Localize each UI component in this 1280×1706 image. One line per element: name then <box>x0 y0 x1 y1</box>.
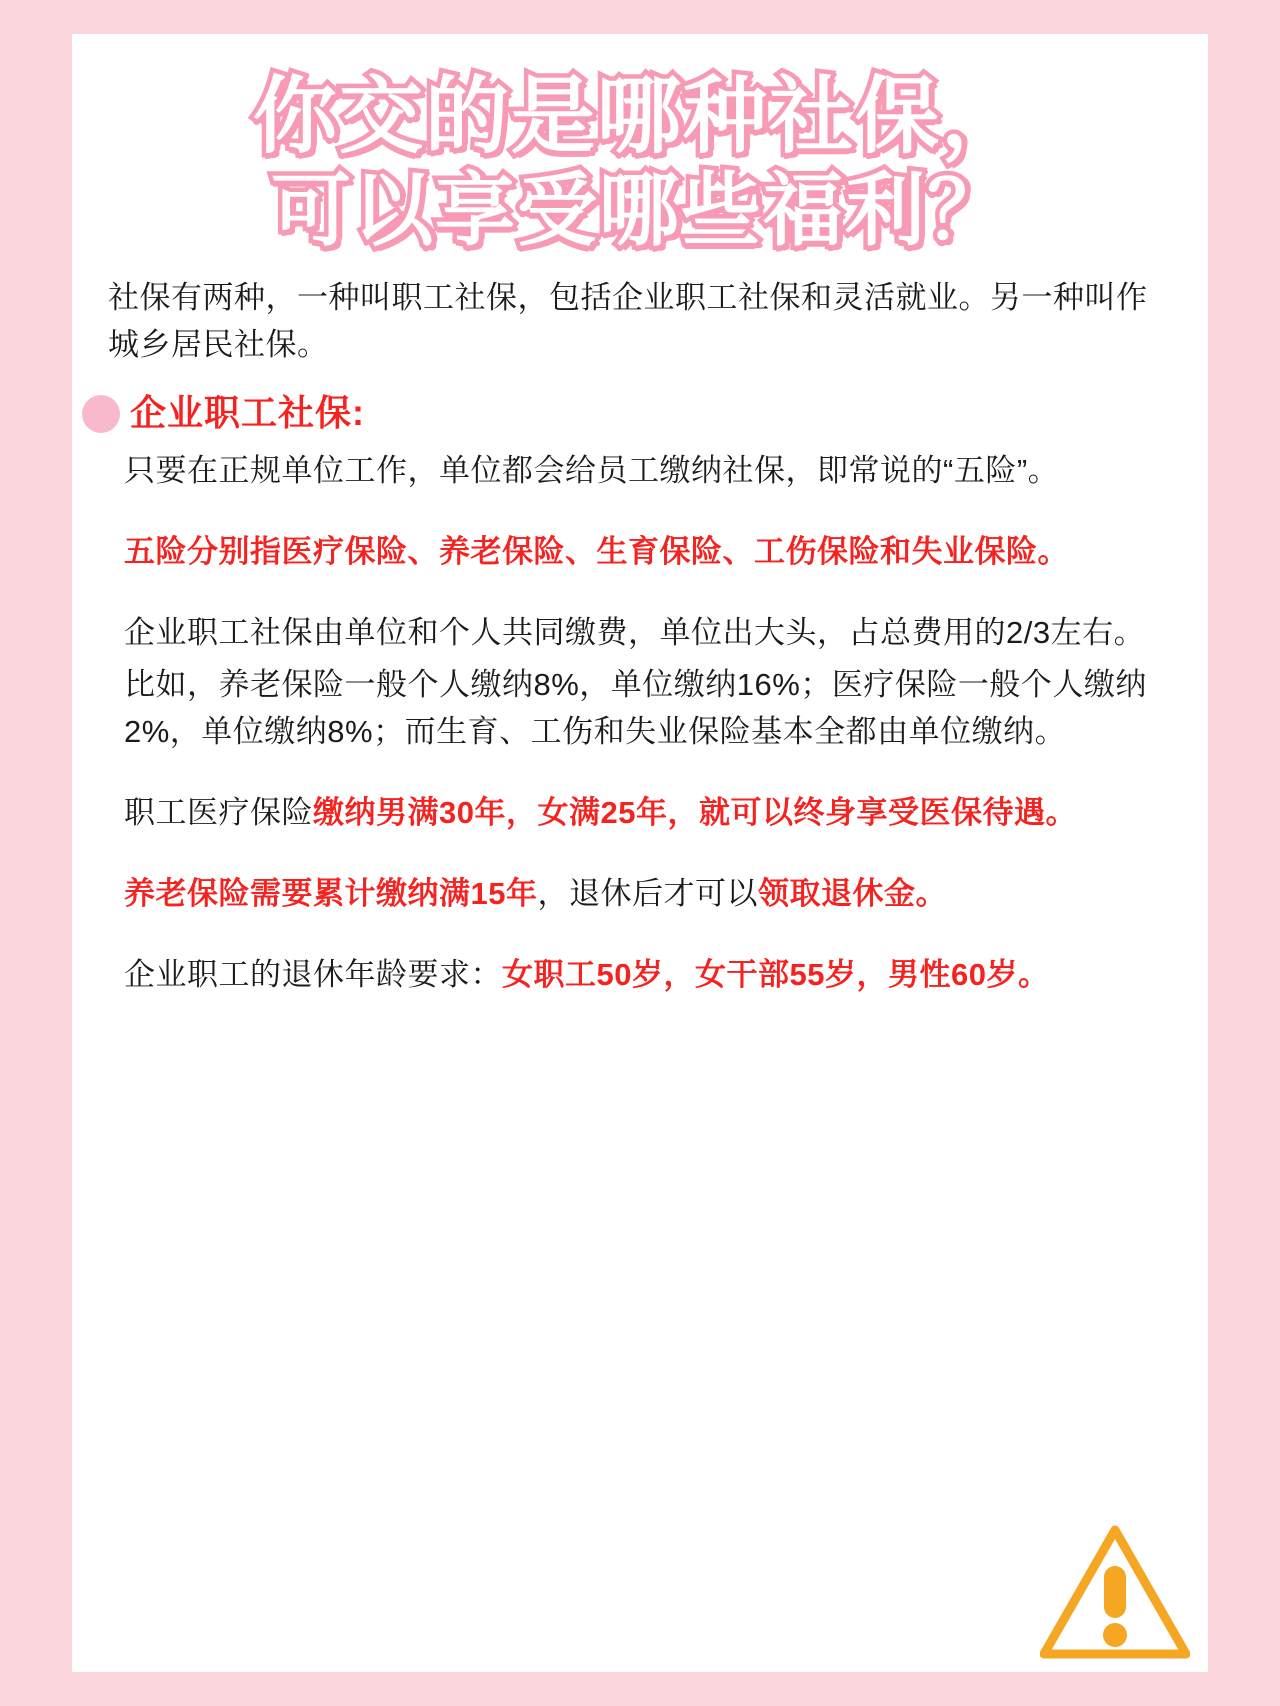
paragraph-1: 只要在正规单位工作，单位都会给员工缴纳社保，即常说的“五险”。 <box>124 453 1060 489</box>
poster-card <box>72 34 1208 1672</box>
paragraph-6-highlight-a: 养老保险需要累计缴纳满15年 <box>124 875 538 911</box>
bullet-dot-icon <box>82 395 120 433</box>
section-title-text: 企业职工社保: <box>130 392 365 434</box>
title-line-1: 你交的是哪种社保， <box>252 67 1027 165</box>
paragraph-5-lead: 职工医疗保险 <box>124 794 313 830</box>
section-heading-enterprise <box>82 386 1172 441</box>
paragraph-4: 比如，养老保险一般个人缴纳8%，单位缴纳16%；医疗保险一般个人缴纳2%，单位缴纳8%；而生育、工伤和失业保险基本全都由单位缴纳。 <box>124 666 1147 749</box>
paragraph-5 <box>108 789 1172 836</box>
paragraph-7-highlight: 女职工50岁，女干部55岁，男性60岁。 <box>502 956 1050 992</box>
paragraph-6-highlight-b: 领取退休金。 <box>757 875 947 911</box>
title-line-2: 可以享受哪些福利？ <box>271 164 1009 258</box>
paragraph-6-middle: ，退休后才可以 <box>537 875 758 911</box>
paragraph-7 <box>108 951 1172 998</box>
paragraph-6 <box>108 870 1172 917</box>
paragraph-2-highlight: 五险分别指医疗保险、养老保险、生育保险、工伤保险和失业保险。 <box>124 534 1069 570</box>
paragraph-7-lead: 企业职工的退休年龄要求： <box>124 956 502 992</box>
paragraph-3: 企业职工社保由单位和个人共同缴费，单位出大头，占总费用的2/3左右。 <box>124 615 1146 651</box>
article-body <box>108 274 1172 998</box>
page-title <box>108 54 1172 258</box>
intro-paragraph: 社保有两种，一种叫职工社保，包括企业职工社保和灵活就业。另一种叫作城乡居民社保。 <box>108 280 1148 363</box>
warning-exclamation-icon <box>1040 1522 1190 1662</box>
paragraph-5-highlight: 缴纳男满30年，女满25年，就可以终身享受医保待遇。 <box>313 794 1077 830</box>
